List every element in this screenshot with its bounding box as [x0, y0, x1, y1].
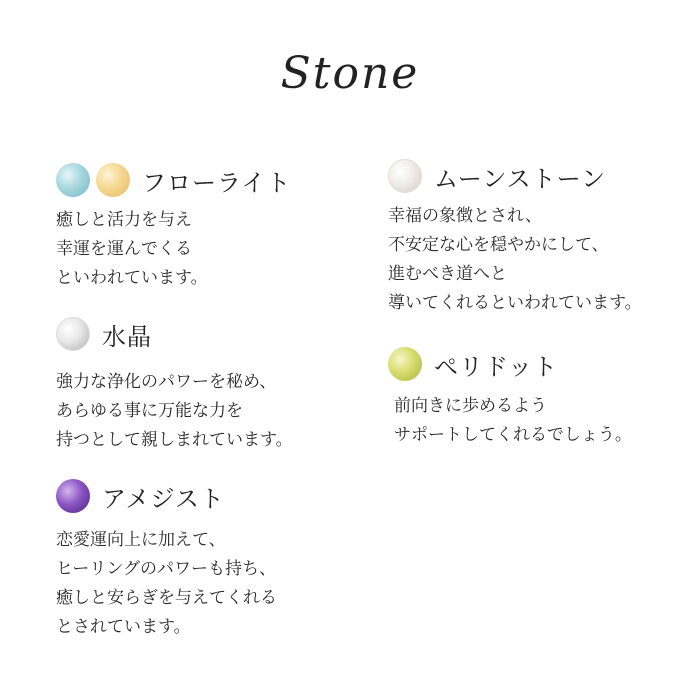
stone-header — [56, 160, 291, 200]
description-line: 強力な浄化のパワーを秘め、 — [56, 372, 277, 392]
stone-description — [394, 392, 632, 450]
fluorite-blue-bead-icon — [56, 163, 90, 197]
description-line: ヒーリングのパワーも持ち、 — [56, 559, 276, 579]
description-line: サポートしてくれるでしょう。 — [394, 425, 632, 445]
description-line: 癒しと安らぎを与えてくれる — [56, 588, 277, 608]
description-line: 導いてくれるといわれています。 — [388, 293, 642, 313]
stone-header — [56, 476, 277, 516]
description-line: あらゆる事に万能な力を — [56, 401, 243, 421]
description-line: 幸福の象徴とされ、 — [388, 206, 543, 226]
description-line: 幸運を運んでくる — [56, 239, 192, 259]
moonstone-bead-icon — [388, 159, 422, 193]
amethyst-bead-icon — [56, 479, 90, 513]
stone-description — [388, 202, 642, 318]
stone-header — [56, 314, 293, 354]
description-line: 進むべき道へと — [388, 264, 507, 284]
description-line: とされています。 — [56, 617, 191, 637]
quartz-bead-icon — [56, 317, 90, 351]
stone-name: ムーンストーン — [434, 164, 607, 193]
stone-name: フローライト — [142, 168, 292, 197]
stone-moonstone — [388, 156, 642, 318]
peridot-bead-icon — [388, 347, 422, 381]
stone-name: ペリドット — [434, 352, 559, 381]
fluorite-yellow-bead-icon — [96, 163, 130, 197]
description-line: といわれています。 — [56, 268, 208, 288]
description-line: 癒しと活力を与え — [56, 210, 192, 230]
description-line: 持つとして親しまれています。 — [56, 430, 293, 450]
stone-description — [56, 368, 293, 455]
description-line: 恋愛運向上に加えて、 — [56, 530, 226, 550]
stone-description — [56, 526, 277, 642]
page-title: Stone — [280, 48, 420, 99]
stone-quartz — [56, 314, 293, 455]
stone-peridot — [388, 344, 632, 450]
description-line: 前向きに歩めるよう — [394, 396, 547, 416]
stone-header — [388, 344, 632, 384]
stone-header — [388, 156, 642, 196]
description-line: 不安定な心を穏やかにして、 — [388, 235, 609, 255]
stone-fluorite — [56, 160, 291, 293]
stone-name: アメジスト — [102, 484, 225, 513]
stone-description — [56, 206, 291, 293]
stone-amethyst — [56, 476, 277, 642]
stone-name: 水晶 — [102, 322, 152, 351]
